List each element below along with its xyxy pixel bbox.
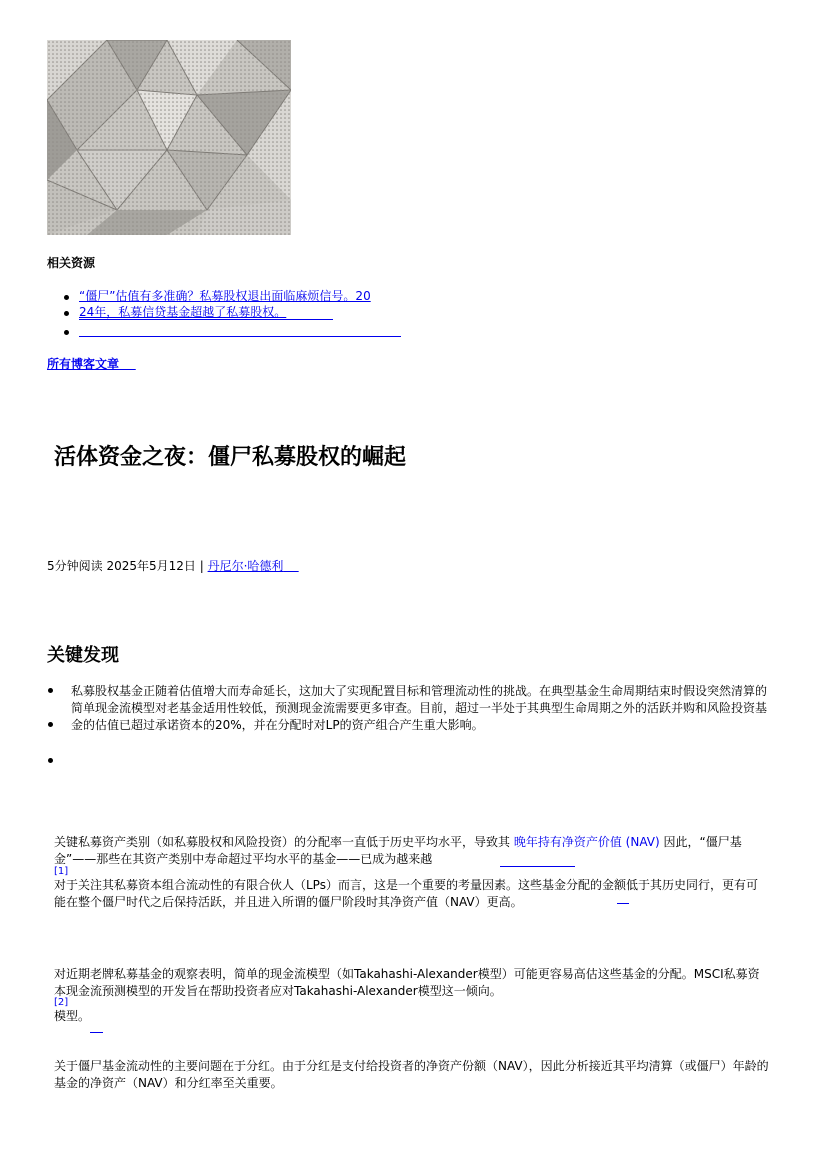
- paragraph-1-continued: [54, 877, 769, 911]
- related-link-1[interactable]: “僵尸”估值有多准确？私募股权退出面临麻烦信号。20: [79, 289, 371, 303]
- bullet-2: [64, 311, 69, 316]
- all-blog-posts-link[interactable]: [47, 355, 136, 372]
- paragraph-1: [54, 834, 769, 868]
- paragraph-2-backlink[interactable]: [90, 1032, 103, 1033]
- footnote-2-link[interactable]: [2]: [54, 997, 69, 1008]
- paragraph-2-part-a: 对近期老牌私募基金的观察表明，简单的现金流模型（如Takahashi-Alexander模型）可能更容易高估这些基金的分配。MSCI私募资本现金流预测模型的开发旨在帮助投资者应对Takahashi-Alexander模型这一倾向。: [54, 967, 760, 998]
- paragraph-3-text: 关于僵尸基金流动性的主要问题在于分红。由于分红是支付给投资者的净资产份额（NAV），因此分析接近其平均清算（或僵尸）年龄的基金的净资产（NAV）和分红率至关重要。: [54, 1059, 769, 1090]
- paragraph-1-part-a: 关键私募资产类别（如私募股权和风险投资）的分配率一直低于历史平均水平，导致其: [54, 835, 511, 849]
- facade-pattern-image: [47, 40, 291, 235]
- related-resources-heading: 相关资源: [47, 256, 96, 270]
- related-link-2-underline: [79, 319, 333, 320]
- paragraph-2-continued: [54, 1008, 769, 1025]
- hero-image: [47, 40, 291, 235]
- footnote-1-link[interactable]: [1]: [54, 866, 69, 877]
- key-finding-bullet-3: [48, 758, 53, 763]
- bullet-1: [64, 295, 69, 300]
- paragraph-1-part-c: 对于关注其私募资本组合流动性的有限合伙人（LPs）而言，这是一个重要的考量因素。这些基金分配的金额低于其历史同行，更有可能在整个僵尸时代之后保持活跃，并且进入所谓的僵尸阶段时其净资产值（NAV）更高。: [54, 878, 758, 909]
- related-link-3-empty[interactable]: [79, 336, 401, 337]
- article-meta: [47, 557, 299, 574]
- key-finding-bullet-2: [48, 722, 53, 727]
- paragraph-2-part-b: 模型。: [54, 1009, 91, 1023]
- related-link-2[interactable]: 24年，私募信贷基金超越了私募股权。: [79, 305, 287, 319]
- key-findings-heading: 关键发现: [47, 645, 119, 666]
- paragraph-3: [54, 1058, 769, 1092]
- late-life-nav-link[interactable]: 晚年持有净资产价值 (NAV): [513, 835, 660, 849]
- bullet-3: [64, 330, 69, 335]
- all-blog-posts-label: 所有博客文章: [47, 357, 120, 371]
- paragraph-2: [54, 966, 769, 1000]
- author-name: 丹尼尔·哈德利: [207, 559, 284, 573]
- key-finding-bullet-1: [48, 688, 53, 693]
- read-time-and-date: 5分钟阅读 2025年5月12日 |: [47, 559, 208, 573]
- paragraph-1-link-underline: [500, 866, 575, 867]
- paragraph-1-backlink[interactable]: [617, 903, 629, 904]
- key-finding-text: 私募股权基金正随着估值增大而寿命延长，这加大了实现配置目标和管理流动性的挑战。在典型基金生命周期结束时假设突然清算的简单现金流模型对老基金适用性较低，预测现金流需要更多审查。目前，超过一半处于其典型生命周期之外的活跃并购和风险投资基金的估值已超过承诺资本的20%，并在分配时对LP的资产组合产生重大影响。: [71, 684, 768, 732]
- article-title: 活体资金之夜：僵尸私募股权的崛起: [54, 445, 407, 470]
- author-link[interactable]: [208, 559, 299, 573]
- paragraph-1-part-b: 因此，“僵尸基金”——那些在其资产类别中寿命超过平均水平的基金——已成为越来越: [54, 835, 742, 866]
